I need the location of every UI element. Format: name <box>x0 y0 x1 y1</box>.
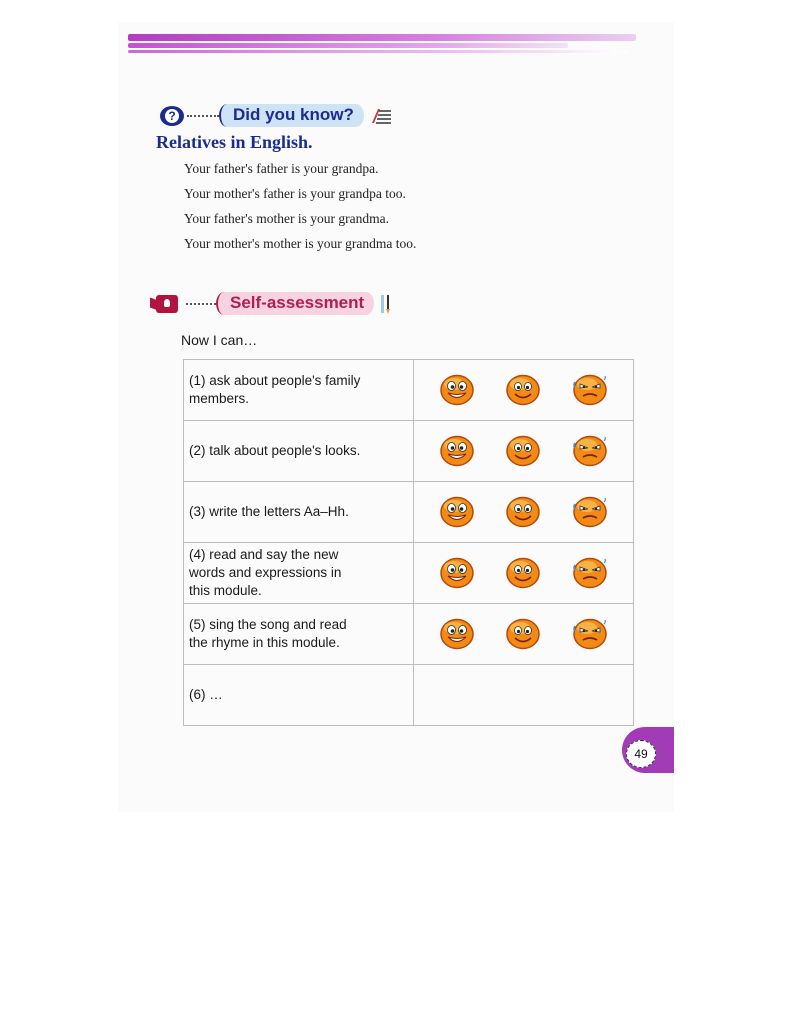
assessment-row <box>184 482 634 543</box>
faces-cell[interactable] <box>414 543 634 604</box>
smile-face-icon <box>505 374 541 406</box>
assessment-table <box>183 359 634 726</box>
assessment-row <box>184 604 634 665</box>
big-smile-face-icon <box>439 618 475 650</box>
assessment-item-cell <box>184 665 414 726</box>
assessment-item-text: (1) ask about people's family members. <box>189 373 361 406</box>
faces-cell[interactable] <box>414 421 634 482</box>
did-you-know-header <box>160 104 392 127</box>
fact-item: Your mother's mother is your grandma too. <box>184 236 417 251</box>
self-assessment-label: Self-assessment <box>216 292 374 315</box>
big-smile-face-icon <box>439 435 475 467</box>
assessment-item-cell <box>184 604 414 665</box>
header-stripes <box>128 34 636 56</box>
faces-cell <box>414 665 634 726</box>
big-smile-face-icon <box>439 374 475 406</box>
assessment-item-cell <box>184 360 414 421</box>
smile-face-icon <box>505 435 541 467</box>
big-smile-face-icon <box>439 557 475 589</box>
assessment-row <box>184 665 634 726</box>
facts-list <box>184 160 416 260</box>
grumpy-face-icon <box>572 618 608 650</box>
dotted-leader <box>187 115 219 117</box>
assessment-item-text: (3) write the letters Aa–Hh. <box>189 504 349 519</box>
now-i-can-text: Now I can… <box>181 332 258 348</box>
faces-cell[interactable] <box>414 360 634 421</box>
fact-item: Your father's father is your grandpa. <box>184 161 379 176</box>
grumpy-face-icon <box>572 374 608 406</box>
assessment-item-text: (4) read and say the new words and expressions in this module. <box>189 547 342 598</box>
dotted-leader <box>186 303 216 305</box>
page-number: 49 <box>626 740 656 768</box>
assessment-row <box>184 543 634 604</box>
assessment-item-cell <box>184 421 414 482</box>
assessment-item-text: (6) … <box>189 687 223 702</box>
fact-item: Your mother's father is your grandpa too. <box>184 186 406 201</box>
book-icon <box>370 107 392 125</box>
faces-cell[interactable] <box>414 482 634 543</box>
grumpy-face-icon <box>572 557 608 589</box>
smile-face-icon <box>505 557 541 589</box>
assessment-row <box>184 360 634 421</box>
assessment-item-cell <box>184 482 414 543</box>
relatives-title: Relatives in English. <box>156 132 313 152</box>
pencil-icon <box>380 293 396 315</box>
assessment-item-cell <box>184 543 414 604</box>
grumpy-face-icon <box>572 435 608 467</box>
assessment-item-text: (2) talk about people's looks. <box>189 443 361 458</box>
smile-face-icon <box>505 496 541 528</box>
assessment-item-text: (5) sing the song and read the rhyme in this module. <box>189 617 347 650</box>
question-icon: ? <box>160 106 184 126</box>
faces-cell[interactable] <box>414 604 634 665</box>
self-assessment-header <box>156 292 396 315</box>
did-you-know-label: Did you know? <box>219 104 364 127</box>
fact-item: Your father's mother is your grandma. <box>184 211 390 226</box>
grumpy-face-icon <box>572 496 608 528</box>
self-assessment-icon <box>156 295 178 313</box>
assessment-row <box>184 421 634 482</box>
big-smile-face-icon <box>439 496 475 528</box>
smile-face-icon <box>505 618 541 650</box>
